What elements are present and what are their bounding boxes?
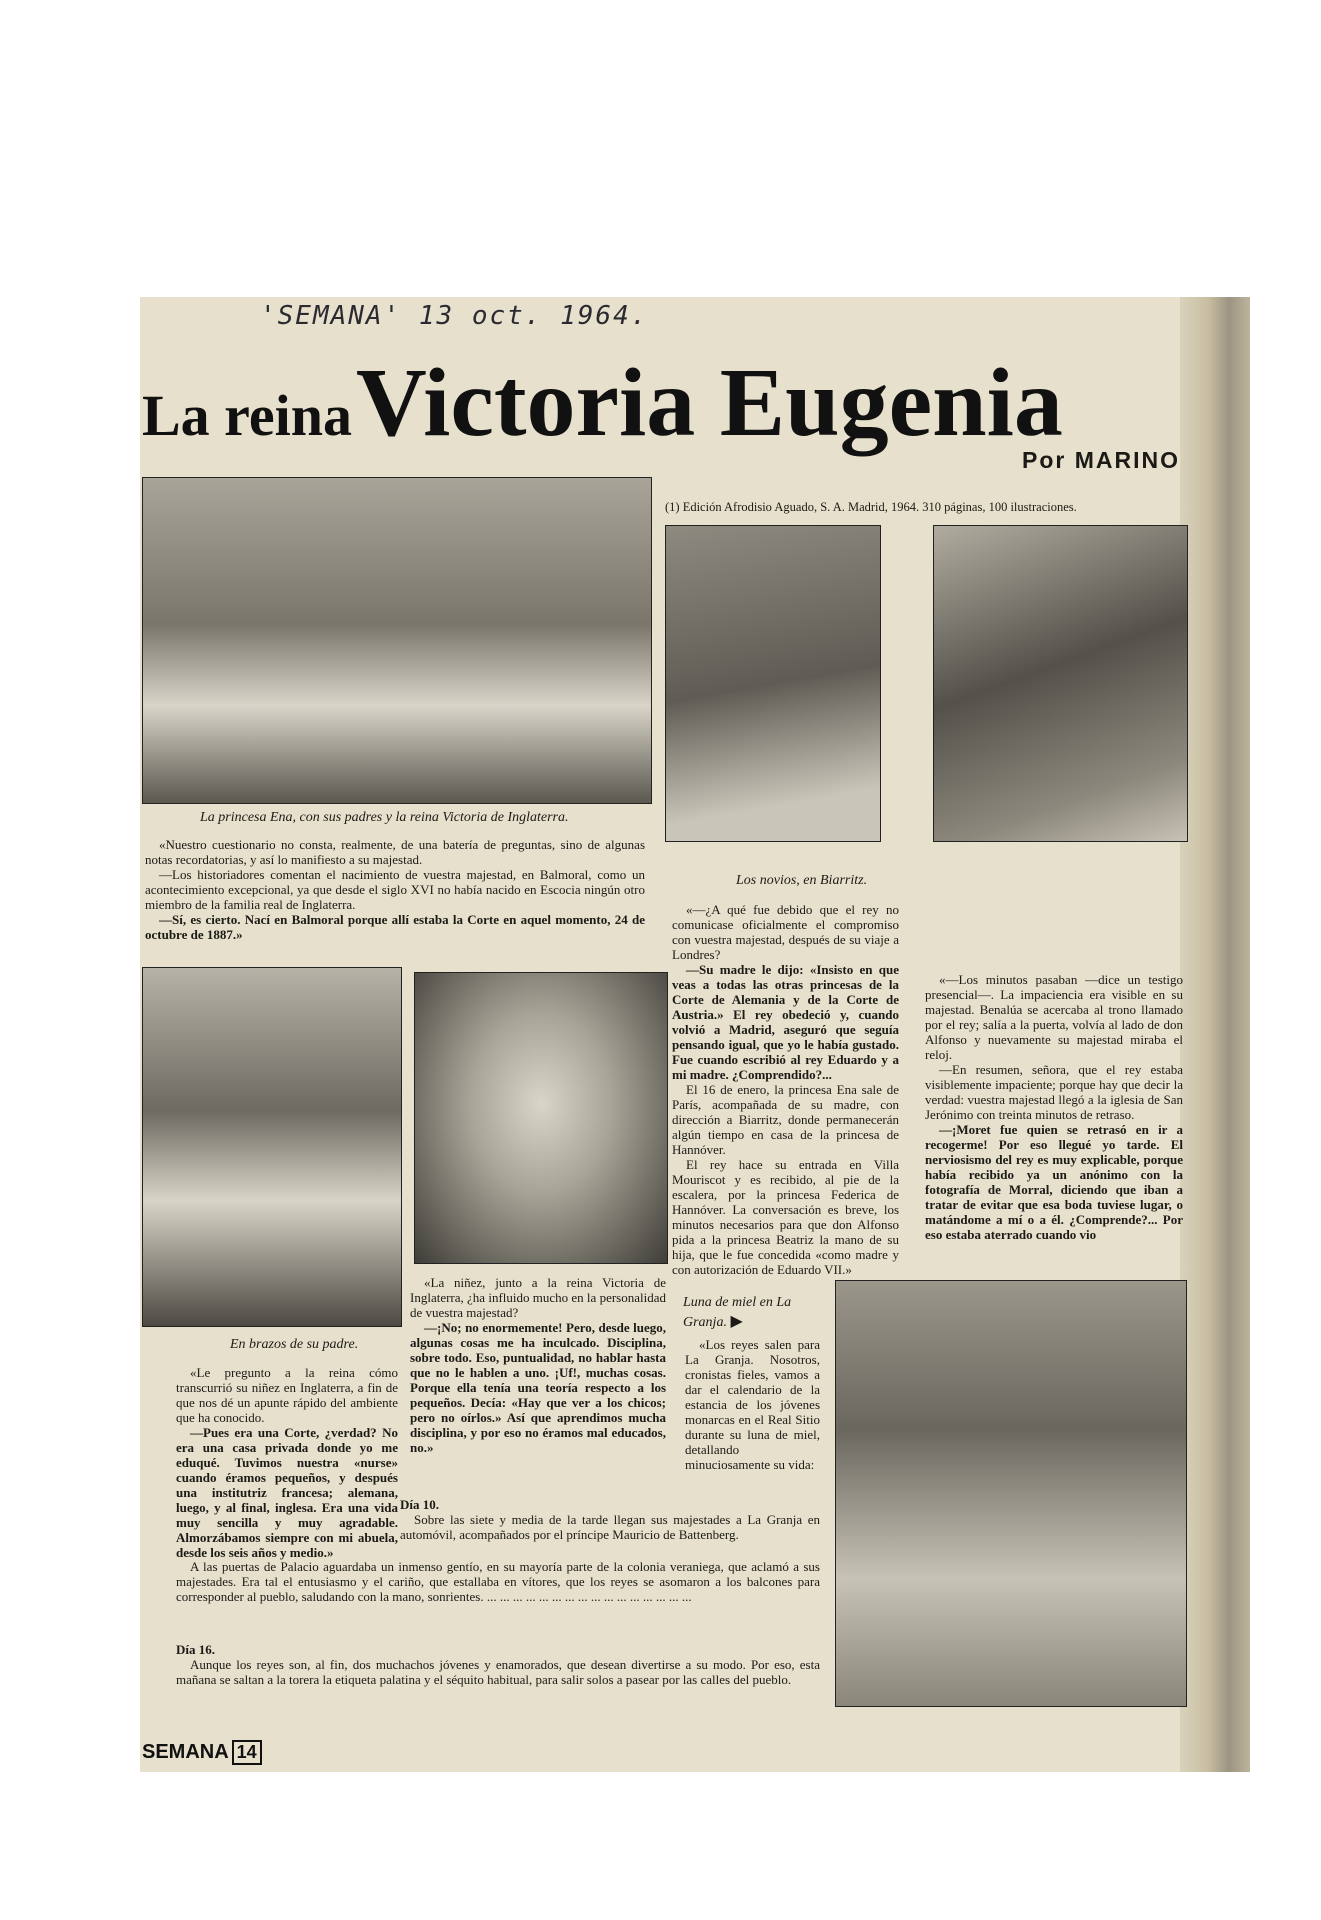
heading-dia-16: Día 16. (176, 1642, 215, 1657)
dia-10-continued (176, 1559, 820, 1604)
paragraph: «—Los minutos pasaban —dice un testigo presencial—. La impaciencia era visible en su majestad. Benalúa se acercaba al trono llamado por el rey; salía a la puerta, volvía al lado de don Alfonso y nuevamente su majestad miraba el reloj. (925, 972, 1183, 1062)
paragraph: «Le pregunto a la reina cómo transcurrió su niñez en Inglaterra, a fin de que nos dé un apunte rápido del ambiente que ha conocido. (176, 1365, 398, 1425)
title-big: Victoria Eugenia (356, 349, 1063, 457)
reina-victoria-column (410, 1275, 666, 1455)
boda-column (925, 972, 1183, 1242)
article-title (142, 347, 1063, 459)
photo-family-table (142, 477, 652, 804)
photo-carriage (933, 525, 1188, 842)
brand-name: SEMANA (142, 1741, 229, 1763)
paragraph: «—¿A qué fue debido que el rey no comunicase oficialmente el compromiso con vuestra majestad, después de su viaje a Londres? (672, 902, 899, 962)
paragraph: —Pues era una Corte, ¿verdad? No era una casa privada donde yo me eduqué. Tuvimos nuestra «nurse» cuando éramos pequeños, y después una institutriz francesa; alemana, luego, y al final, inglesa. Era una vida muy sencilla y muy agradable. Almorzábamos siempre con mi abuela, desde los seis años y medio.» (176, 1425, 398, 1560)
compromiso-column (672, 902, 899, 1277)
caption-padre: En brazos de su padre. (230, 1337, 359, 1352)
torn-edge (1180, 297, 1250, 1772)
paragraph: —Sí, es cierto. Nací en Balmoral porque allí estaba la Corte en aquel momento, 24 de octubre de 1887.» (145, 912, 645, 942)
page-number: 14 (232, 1740, 262, 1765)
caption-family: La princesa Ena, con sus padres y la reina Victoria de Inglaterra. (200, 810, 569, 825)
caption-luna-de-miel (683, 1295, 793, 1331)
la-granja-column (685, 1337, 820, 1472)
paragraph: —En resumen, señora, que el rey estaba visiblemente impaciente; porque hay que decir la verdad: vuestra majestad llegó a la iglesia de San Jerónimo con treinta minutos de retraso. (925, 1062, 1183, 1122)
paragraph: —¡No; no enormemente! Pero, desde luego, algunas cosas me ha inculcado. Disciplina, sobre todo. Eso, puntualidad, no hablar hasta que no le hablen a uno. ¡Uf!, muchas cosas. Porque ella tenía una teoría respecto a los pequeños. Decía: «Hay que ver a los chicos; pero no oírlos.» Así que aprendimos mucha disciplina, y por eso no éramos mal educados, no.» (410, 1320, 666, 1455)
caption-novios: Los novios, en Biarritz. (736, 873, 868, 888)
paragraph: —Los historiadores comentan el nacimiento de vuestra majestad, en Balmoral, como un acontecimiento excepcional, ya que desde el siglo XVI no había nacido en Escocia ningún otro miembro de la familia real de Inglaterra. (145, 867, 645, 912)
heading-dia-10: Día 10. (400, 1497, 439, 1512)
paragraph: Sobre las siete y media de la tarde llegan sus majestades a La Granja en automóvil, acompañados por el príncipe Mauricio de Battenberg. (400, 1512, 820, 1542)
photo-padre (142, 967, 402, 1327)
newspaper-clipping (140, 297, 1250, 1772)
paragraph: —¡Moret fue quien se retrasó en ir a recogerme! Por eso llegué yo tarde. El nerviosismo del rey es muy explicable, porque había recibido ya un anónimo con la fotografía de Morral, diciendo que iban a tratar de evitar que esa boda tuviese lugar, o matándome a mí o a él. ¿Comprende?... Por eso estaba aterrado cuando vio (925, 1122, 1183, 1242)
photo-novios (665, 525, 881, 842)
title-small: La reina (142, 383, 352, 448)
photo-la-granja (835, 1280, 1187, 1707)
handwritten-note: 'SEMANA' 13 oct. 1964. (260, 301, 649, 331)
paragraph: «Los reyes salen para La Granja. Nosotros, cronistas fieles, vamos a dar el calendario de la estancia de los jóvenes monarcas en el Real Sitio durante su luna de miel, detallando minuciosamente su vida: (685, 1337, 820, 1472)
photo-nina (414, 972, 668, 1264)
ninez-column (176, 1365, 398, 1560)
intro-column (145, 837, 645, 942)
paragraph: A las puertas de Palacio aguardaba un inmenso gentío, en su mayoría parte de la colonia veraniega, que aclamó a sus majestades. Era tal el entusiasmo y el cariño, que estallaba en vítores, que los reyes se asomaron a los balcones para corresponder al pueblo, saludando con la mano, sonrientes. ... ... ... ... ... ... ... ... ... ... ... ... ... ... ... ... (176, 1559, 820, 1604)
paragraph: «La niñez, junto a la reina Victoria de Inglaterra, ¿ha influido mucho en la personalidad de vuestra majestad? (410, 1275, 666, 1320)
paragraph: El rey hace su entrada en Villa Mouriscot y es recibido, al pie de la escalera, por la princesa Federica de Hannóver. La conversación es breve, los minutos necesarios para que don Alfonso pida a la princesa Beatriz la mano de su hija, que le fue concedida «como madre y con autorización de Eduardo VII.» (672, 1157, 899, 1277)
paragraph: El 16 de enero, la princesa Ena sale de París, acompañada de su madre, con dirección a Biarritz, donde permanecerán algún tiempo en casa de la princesa de Hannóver. (672, 1082, 899, 1157)
semana-logo (142, 1740, 262, 1765)
dia-16-section (176, 1642, 820, 1687)
byline: Por MARINO (1022, 447, 1180, 473)
paragraph: —Su madre le dijo: «Insisto en que veas a todas las otras princesas de la Corte de Alemania y de la Corte de Austria.» El rey obedeció y, cuando volvió a Madrid, aseguró que seguía pensando igual, que yo le había gustado. Fue cuando escribió al rey Eduardo y a mi madre. ¿Comprendido?... (672, 962, 899, 1082)
caption-luna: Luna de miel en La Granja. (683, 1295, 792, 1330)
paragraph: Aunque los reyes son, al fin, dos muchachos jóvenes y enamorados, que desean divertirse a su modo. Por eso, esta mañana se saltan a la torera la etiqueta palatina y el séquito habitual, para salir solos a pasear por las calles del pueblo. (176, 1657, 820, 1687)
arrow-right-icon: ▶ (730, 1313, 743, 1330)
dia-10-section (400, 1497, 820, 1542)
footnote: (1) Edición Afrodisio Aguado, S. A. Madrid, 1964. 310 páginas, 100 ilustraciones. (665, 500, 1077, 514)
paragraph: «Nuestro cuestionario no consta, realmente, de una batería de preguntas, sino de algunas notas recordatorias, y así lo manifiesto a su majestad. (145, 837, 645, 867)
